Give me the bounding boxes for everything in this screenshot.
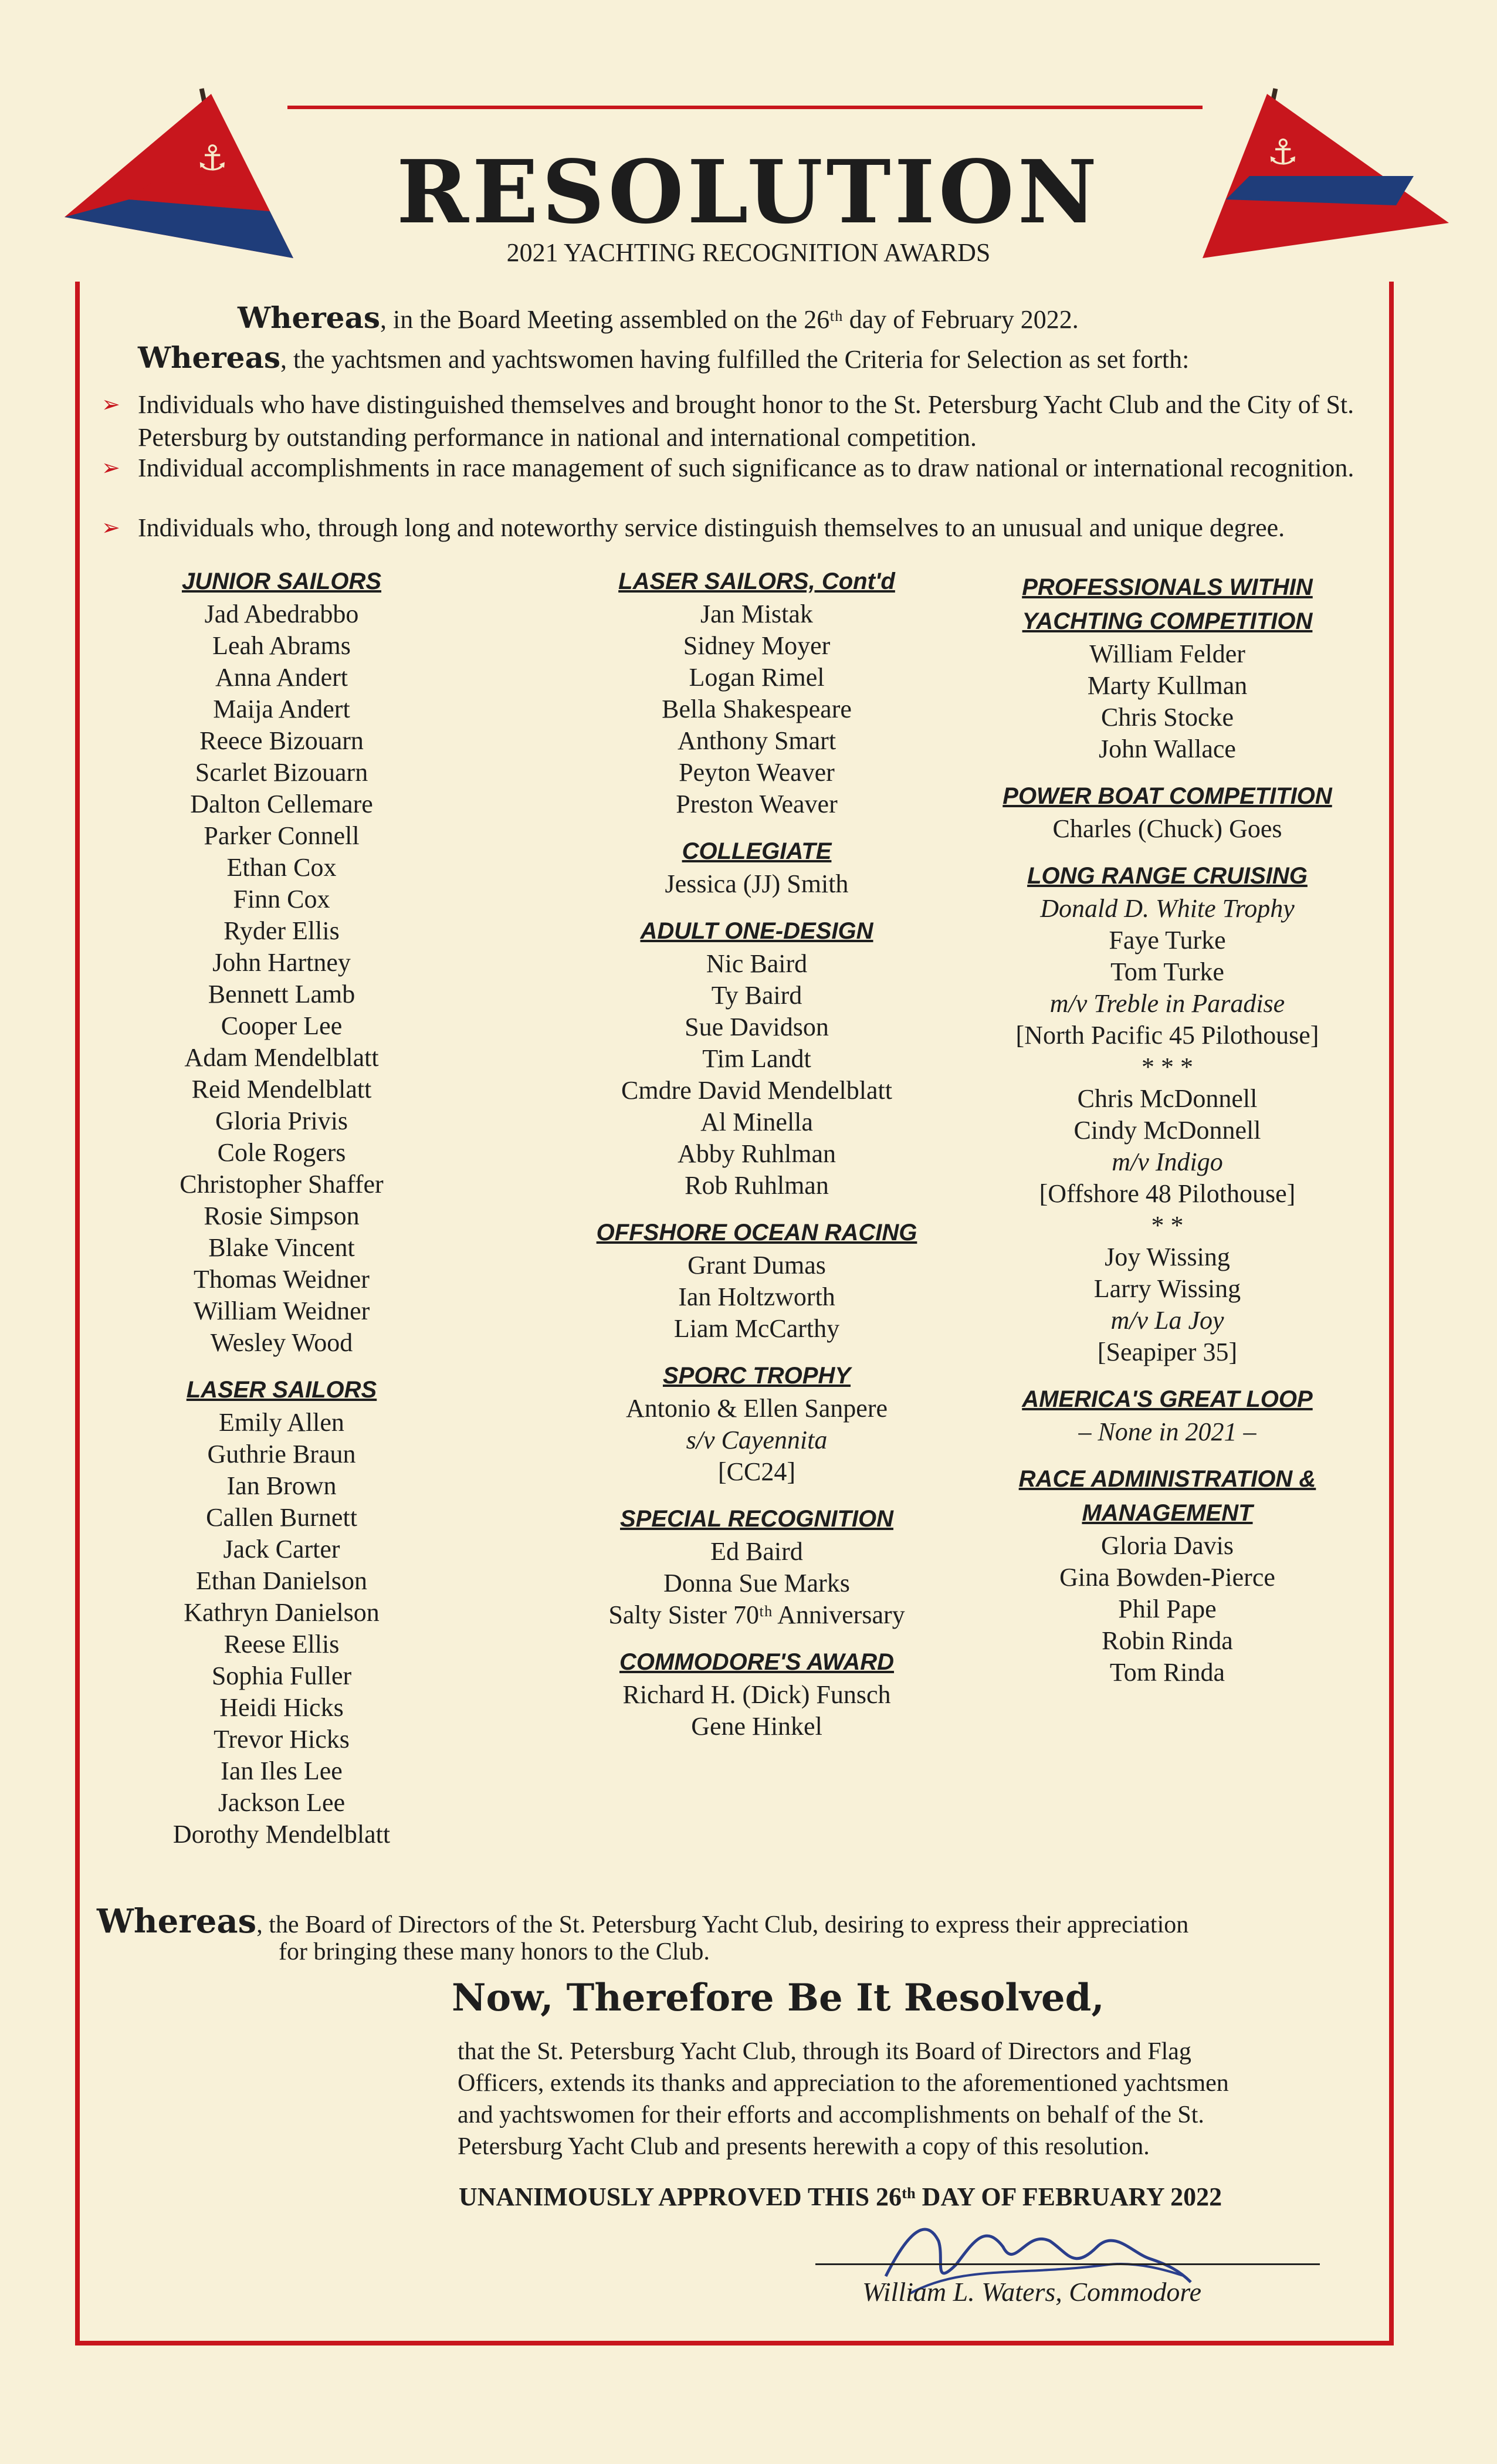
honoree-line: Ethan Cox bbox=[226, 853, 337, 882]
svg-text:⚓: ⚓ bbox=[1267, 132, 1299, 173]
honoree-line: Maija Andert bbox=[213, 695, 350, 723]
honoree-line: Faye Turke bbox=[1109, 926, 1226, 955]
honoree-line: Ethan Danielson bbox=[195, 1566, 368, 1595]
honoree-line: Anthony Smart bbox=[677, 726, 836, 755]
honoree-line: Jessica (JJ) Smith bbox=[665, 869, 849, 898]
honoree-line: [Seapiper 35] bbox=[1097, 1338, 1238, 1366]
honoree-line: William Weidner bbox=[193, 1297, 370, 1325]
section-heading: PROFESSIONALS WITHIN bbox=[1022, 574, 1313, 600]
section-heading: AMERICA'S GREAT LOOP bbox=[1022, 1386, 1313, 1412]
honoree-line: [Offshore 48 Pilothouse] bbox=[1039, 1179, 1296, 1208]
honoree-line: Marty Kullman bbox=[1087, 671, 1248, 700]
honoree-line: Phil Pape bbox=[1118, 1595, 1217, 1623]
section-heading: JUNIOR SAILORS bbox=[181, 568, 382, 594]
honoree-line: Donna Sue Marks bbox=[663, 1569, 850, 1597]
honoree-line: John Wallace bbox=[1099, 735, 1236, 763]
closing-whereas: Whereas, the Board of Directors of the St. Petersburg Yacht Club, desiring to express their appreciation bbox=[97, 1902, 1189, 1941]
section-heading: MANAGEMENT bbox=[1082, 1500, 1253, 1526]
signature-line bbox=[815, 2263, 1320, 2265]
criteria-item: ➢ Individuals who, through long and noteworthy service distinguish themselves to an unusual and unique degree. bbox=[138, 512, 1387, 544]
section-heading: POWER BOAT COMPETITION bbox=[1002, 783, 1332, 809]
honoree-line: Jan Mistak bbox=[700, 600, 813, 628]
honoree-line: Gina Bowden-Pierce bbox=[1059, 1563, 1275, 1592]
section-heading: COMMODORE'S AWARD bbox=[619, 1649, 895, 1675]
honoree-line: Reese Ellis bbox=[223, 1630, 340, 1659]
honoree-line: Christopher Shaffer bbox=[179, 1170, 384, 1199]
section-heading: LONG RANGE CRUISING bbox=[1027, 863, 1308, 889]
closing-whereas-cont: for bringing these many honors to the Club. bbox=[279, 1938, 710, 1965]
honoree-line: Cole Rogers bbox=[217, 1138, 346, 1167]
burgee-flag-icon bbox=[47, 82, 293, 270]
honoree-line: Trevor Hicks bbox=[214, 1725, 350, 1754]
honoree-line: Charles (Chuck) Goes bbox=[1052, 814, 1282, 843]
honoree-line: Adam Mendelblatt bbox=[184, 1043, 379, 1072]
honoree-line: Leah Abrams bbox=[212, 631, 351, 660]
honoree-line: m/v Indigo bbox=[1112, 1148, 1223, 1176]
honoree-line: Callen Burnett bbox=[206, 1503, 357, 1532]
honoree-line: Chris McDonnell bbox=[1077, 1084, 1258, 1113]
criteria-item: ➢ Individual accomplishments in race management of such significance as to draw national or international recognition. bbox=[138, 452, 1387, 485]
honoree-line: * * bbox=[1151, 1211, 1184, 1240]
honoree-line: Liam McCarthy bbox=[673, 1314, 840, 1343]
honoree-line: Cooper Lee bbox=[221, 1011, 343, 1040]
honoree-line: m/v Treble in Paradise bbox=[1049, 989, 1285, 1018]
page-subtitle: 2021 YACHTING RECOGNITION AWARDS bbox=[506, 238, 991, 267]
honoree-line: [North Pacific 45 Pilothouse] bbox=[1015, 1021, 1319, 1050]
section-heading: LASER SAILORS bbox=[186, 1377, 377, 1403]
honoree-line: Peyton Weaver bbox=[679, 758, 835, 787]
honoree-line: Cindy McDonnell bbox=[1073, 1116, 1261, 1145]
honoree-line: Finn Cox bbox=[233, 885, 330, 913]
honoree-line: Sidney Moyer bbox=[683, 631, 831, 660]
honoree-line: Dorothy Mendelblatt bbox=[172, 1820, 391, 1849]
honoree-line: * * * bbox=[1142, 1052, 1193, 1081]
honoree-line: Jad Abedrabbo bbox=[204, 600, 359, 628]
section-heading: YACHTING COMPETITION bbox=[1022, 608, 1313, 634]
column-left bbox=[117, 564, 446, 1850]
honoree-line: Salty Sister 70ᵗʰ Anniversary bbox=[608, 1600, 905, 1629]
honoree-line: Tim Landt bbox=[702, 1044, 811, 1073]
svg-text:⚓: ⚓ bbox=[197, 138, 228, 179]
section-heading: COLLEGIATE bbox=[682, 838, 832, 864]
approval-line: UNANIMOUSLY APPROVED THIS 26ᵗʰ DAY OF FEBRUARY 2022 bbox=[459, 2182, 1222, 2211]
honoree-line: Reid Mendelblatt bbox=[191, 1075, 372, 1104]
honoree-line: Rob Ruhlman bbox=[685, 1171, 829, 1200]
honoree-line: Rosie Simpson bbox=[204, 1201, 360, 1230]
honoree-line: Tom Turke bbox=[1110, 957, 1224, 986]
honoree-line: Nic Baird bbox=[706, 949, 808, 978]
honoree-line: Ed Baird bbox=[710, 1537, 803, 1566]
honoree-line: Jackson Lee bbox=[218, 1788, 346, 1817]
criteria-item: ➢ Individuals who have distinguished themselves and brought honor to the St. Petersburg Yacht Club and the City of St. Petersburg by outstanding performance in national and international competition. bbox=[138, 388, 1387, 454]
resolved-heading: Now, Therefore Be It Resolved, bbox=[452, 1976, 1105, 2020]
section-heading: OFFSHORE OCEAN RACING bbox=[596, 1220, 917, 1245]
honoree-line: Parker Connell bbox=[204, 821, 360, 850]
honoree-line: Gloria Davis bbox=[1100, 1531, 1234, 1560]
honoree-line: Wesley Wood bbox=[210, 1328, 353, 1357]
burgee-flag-icon bbox=[1203, 82, 1449, 270]
honoree-line: Richard H. (Dick) Funsch bbox=[622, 1680, 891, 1709]
honoree-line: Al Minella bbox=[700, 1108, 813, 1136]
honoree-line: Larry Wissing bbox=[1093, 1274, 1241, 1303]
honoree-line: m/v La Joy bbox=[1110, 1306, 1224, 1335]
honoree-line: Dalton Cellemare bbox=[190, 790, 373, 818]
honoree-line: Scarlet Bizouarn bbox=[195, 758, 368, 787]
honoree-line: Guthrie Braun bbox=[207, 1440, 356, 1468]
honoree-line: Logan Rimel bbox=[689, 663, 825, 692]
honoree-line: Ian Brown bbox=[226, 1471, 337, 1500]
section-heading: RACE ADMINISTRATION & bbox=[1018, 1466, 1316, 1492]
honoree-line: Sue Davidson bbox=[685, 1013, 829, 1041]
honoree-line: Robin Rinda bbox=[1102, 1626, 1233, 1655]
column-middle bbox=[563, 564, 950, 1742]
honoree-line: Donald D. White Trophy bbox=[1040, 894, 1295, 923]
honoree-line: Sophia Fuller bbox=[211, 1661, 352, 1690]
honoree-line: William Felder bbox=[1089, 639, 1245, 668]
honoree-line: Kathryn Danielson bbox=[184, 1598, 380, 1627]
honoree-line: Jack Carter bbox=[223, 1535, 340, 1563]
honoree-line: Tom Rinda bbox=[1109, 1658, 1225, 1687]
honoree-line: Abby Ruhlman bbox=[677, 1139, 836, 1168]
section-heading: SPORC TROPHY bbox=[662, 1363, 851, 1389]
honoree-line: Gloria Privis bbox=[215, 1106, 348, 1135]
honoree-line: Ian Iles Lee bbox=[221, 1756, 343, 1785]
top-rule bbox=[287, 106, 1203, 109]
whereas-line-1: Whereas, in the Board Meeting assembled on the 26ᵗʰ day of February 2022. bbox=[238, 300, 1079, 335]
section-heading: SPECIAL RECOGNITION bbox=[620, 1506, 893, 1532]
arrow-bullet-icon: ➢ bbox=[101, 392, 120, 417]
honoree-line: – None in 2021 – bbox=[1078, 1417, 1256, 1446]
signer-name: William L. Waters, Commodore bbox=[862, 2277, 1202, 2307]
honoree-line: s/v Cayennita bbox=[686, 1426, 828, 1454]
column-right bbox=[968, 570, 1367, 1688]
honoree-line: [CC24] bbox=[718, 1457, 795, 1486]
section-heading: LASER SAILORS, Cont'd bbox=[618, 568, 895, 594]
honoree-line: Reece Bizouarn bbox=[199, 726, 364, 755]
honoree-line: Thomas Weidner bbox=[194, 1265, 370, 1294]
honoree-line: Joy Wissing bbox=[1105, 1243, 1230, 1271]
arrow-bullet-icon: ➢ bbox=[101, 456, 120, 480]
honoree-line: Grant Dumas bbox=[687, 1251, 826, 1280]
honoree-line: Antonio & Ellen Sanpere bbox=[625, 1394, 888, 1423]
honoree-line: Heidi Hicks bbox=[219, 1693, 344, 1722]
honoree-line: Chris Stocke bbox=[1100, 703, 1234, 732]
honoree-line: Ty Baird bbox=[711, 981, 802, 1010]
honoree-line: Emily Allen bbox=[219, 1408, 344, 1437]
honoree-line: Preston Weaver bbox=[676, 790, 838, 818]
page-title: RESOLUTION bbox=[396, 141, 1101, 243]
honoree-line: Ian Holtzworth bbox=[678, 1282, 835, 1311]
honoree-line: John Hartney bbox=[212, 948, 351, 977]
honoree-line: Cmdre David Mendelblatt bbox=[621, 1076, 892, 1105]
section-heading: ADULT ONE-DESIGN bbox=[640, 918, 873, 944]
honoree-line: Gene Hinkel bbox=[691, 1712, 822, 1741]
honoree-line: Anna Andert bbox=[215, 663, 348, 692]
honoree-line: Bella Shakespeare bbox=[662, 695, 852, 723]
honoree-line: Blake Vincent bbox=[208, 1233, 355, 1262]
arrow-bullet-icon: ➢ bbox=[101, 516, 120, 540]
whereas-line-2: Whereas, the yachtsmen and yachtswomen having fulfilled the Criteria for Selection as set forth: bbox=[138, 340, 1190, 375]
honoree-line: Ryder Ellis bbox=[223, 916, 340, 945]
honoree-line: Bennett Lamb bbox=[208, 980, 355, 1008]
resolution-paragraph: that the St. Petersburg Yacht Club, through its Board of Directors and Flag Officers, extends its thanks and appreciation to the aforementioned yachtsmen and yachtswomen for their efforts and accomplishments on behalf of the St. Petersburg Yacht Club and presents herewith a copy of this resolution. bbox=[458, 2038, 1229, 2160]
